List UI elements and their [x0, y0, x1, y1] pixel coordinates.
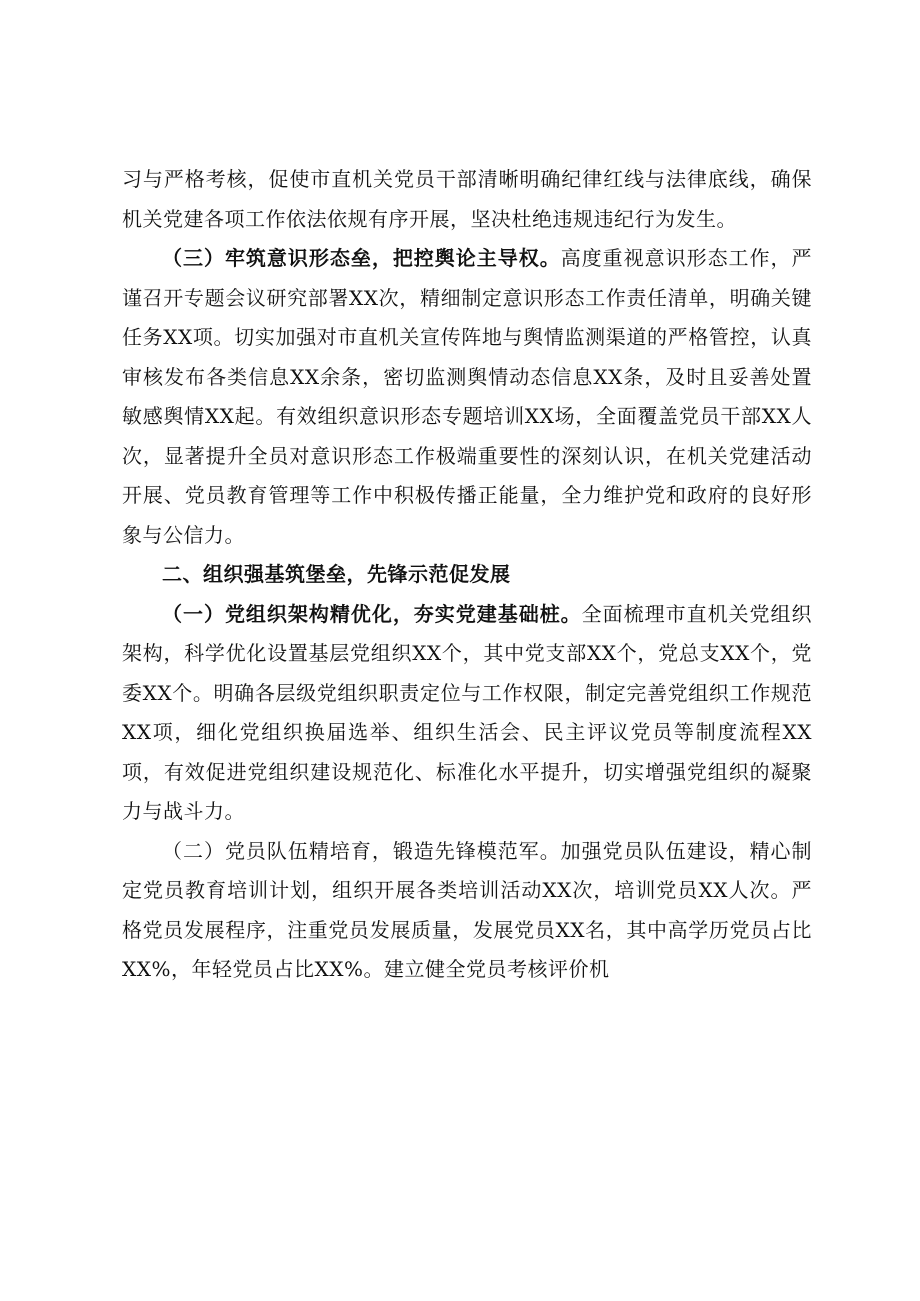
paragraph-body: 全面梳理市直机关党组织架构，科学优化设置基层党组织XX个，其中党支部XX个，党总支XX个，党委XX个。明确各层级党组织职责定位与工作权限，制定完善党组织工作规范XX项，细化党组织换届选举、组织生活会、民主评议党员等制度流程XX项，有效促进党组织建设规范化、标准化水平提升，切实增强党组织的凝聚力与战斗力。 — [122, 601, 813, 823]
paragraph-continuation — [122, 160, 812, 239]
document-body — [122, 160, 812, 990]
section-heading: 二、组织强基筑堡垒，先锋示范促发展 — [162, 562, 511, 586]
paragraph-organization — [122, 595, 812, 832]
paragraph-ideology — [122, 239, 812, 555]
paragraph-body: 习与严格考核，促使市直机关党员干部清晰明确纪律红线与法律底线，确保机关党建各项工作依法依规有序开展，坚决杜绝违规违纪行为发生。 — [122, 167, 812, 231]
paragraph-lead-heading: （一）党组织架构精优化，夯实党建基础桩。 — [162, 601, 582, 626]
paragraph-body: （二）党员队伍精培育，锻造先锋模范军。加强党员队伍建设，精心制定党员教育培训计划，组织开展各类培训活动XX次，培训党员XX人次。严格党员发展程序，注重党员发展质量，发展党员XX名，其中高学历党员占比XX%，年轻党员占比XX%。建立健全党员考核评价机 — [122, 838, 812, 981]
paragraph-body: 高度重视意识形态工作，严谨召开专题会议研究部署XX次，精细制定意识形态工作责任清单，明确关键任务XX项。切实加强对市直机关宣传阵地与舆情监测渠道的严格管控，认真审核发布各类信息XX余条，密切监测舆情动态信息XX条，及时且妥善处置敏感舆情XX起。有效组织意识形态专题培训XX场，全面覆盖党员干部XX人次，显著提升全员对意识形态工作极端重要性的深刻认识，在机关党建活动开展、党员教育管理等工作中积极传播正能量，全力维护党和政府的良好形象与公信力。 — [122, 246, 813, 547]
paragraph-lead-heading: （三）牢筑意识形态垒，把控舆论主导权。 — [162, 246, 561, 270]
paragraph-party-members — [122, 832, 812, 990]
